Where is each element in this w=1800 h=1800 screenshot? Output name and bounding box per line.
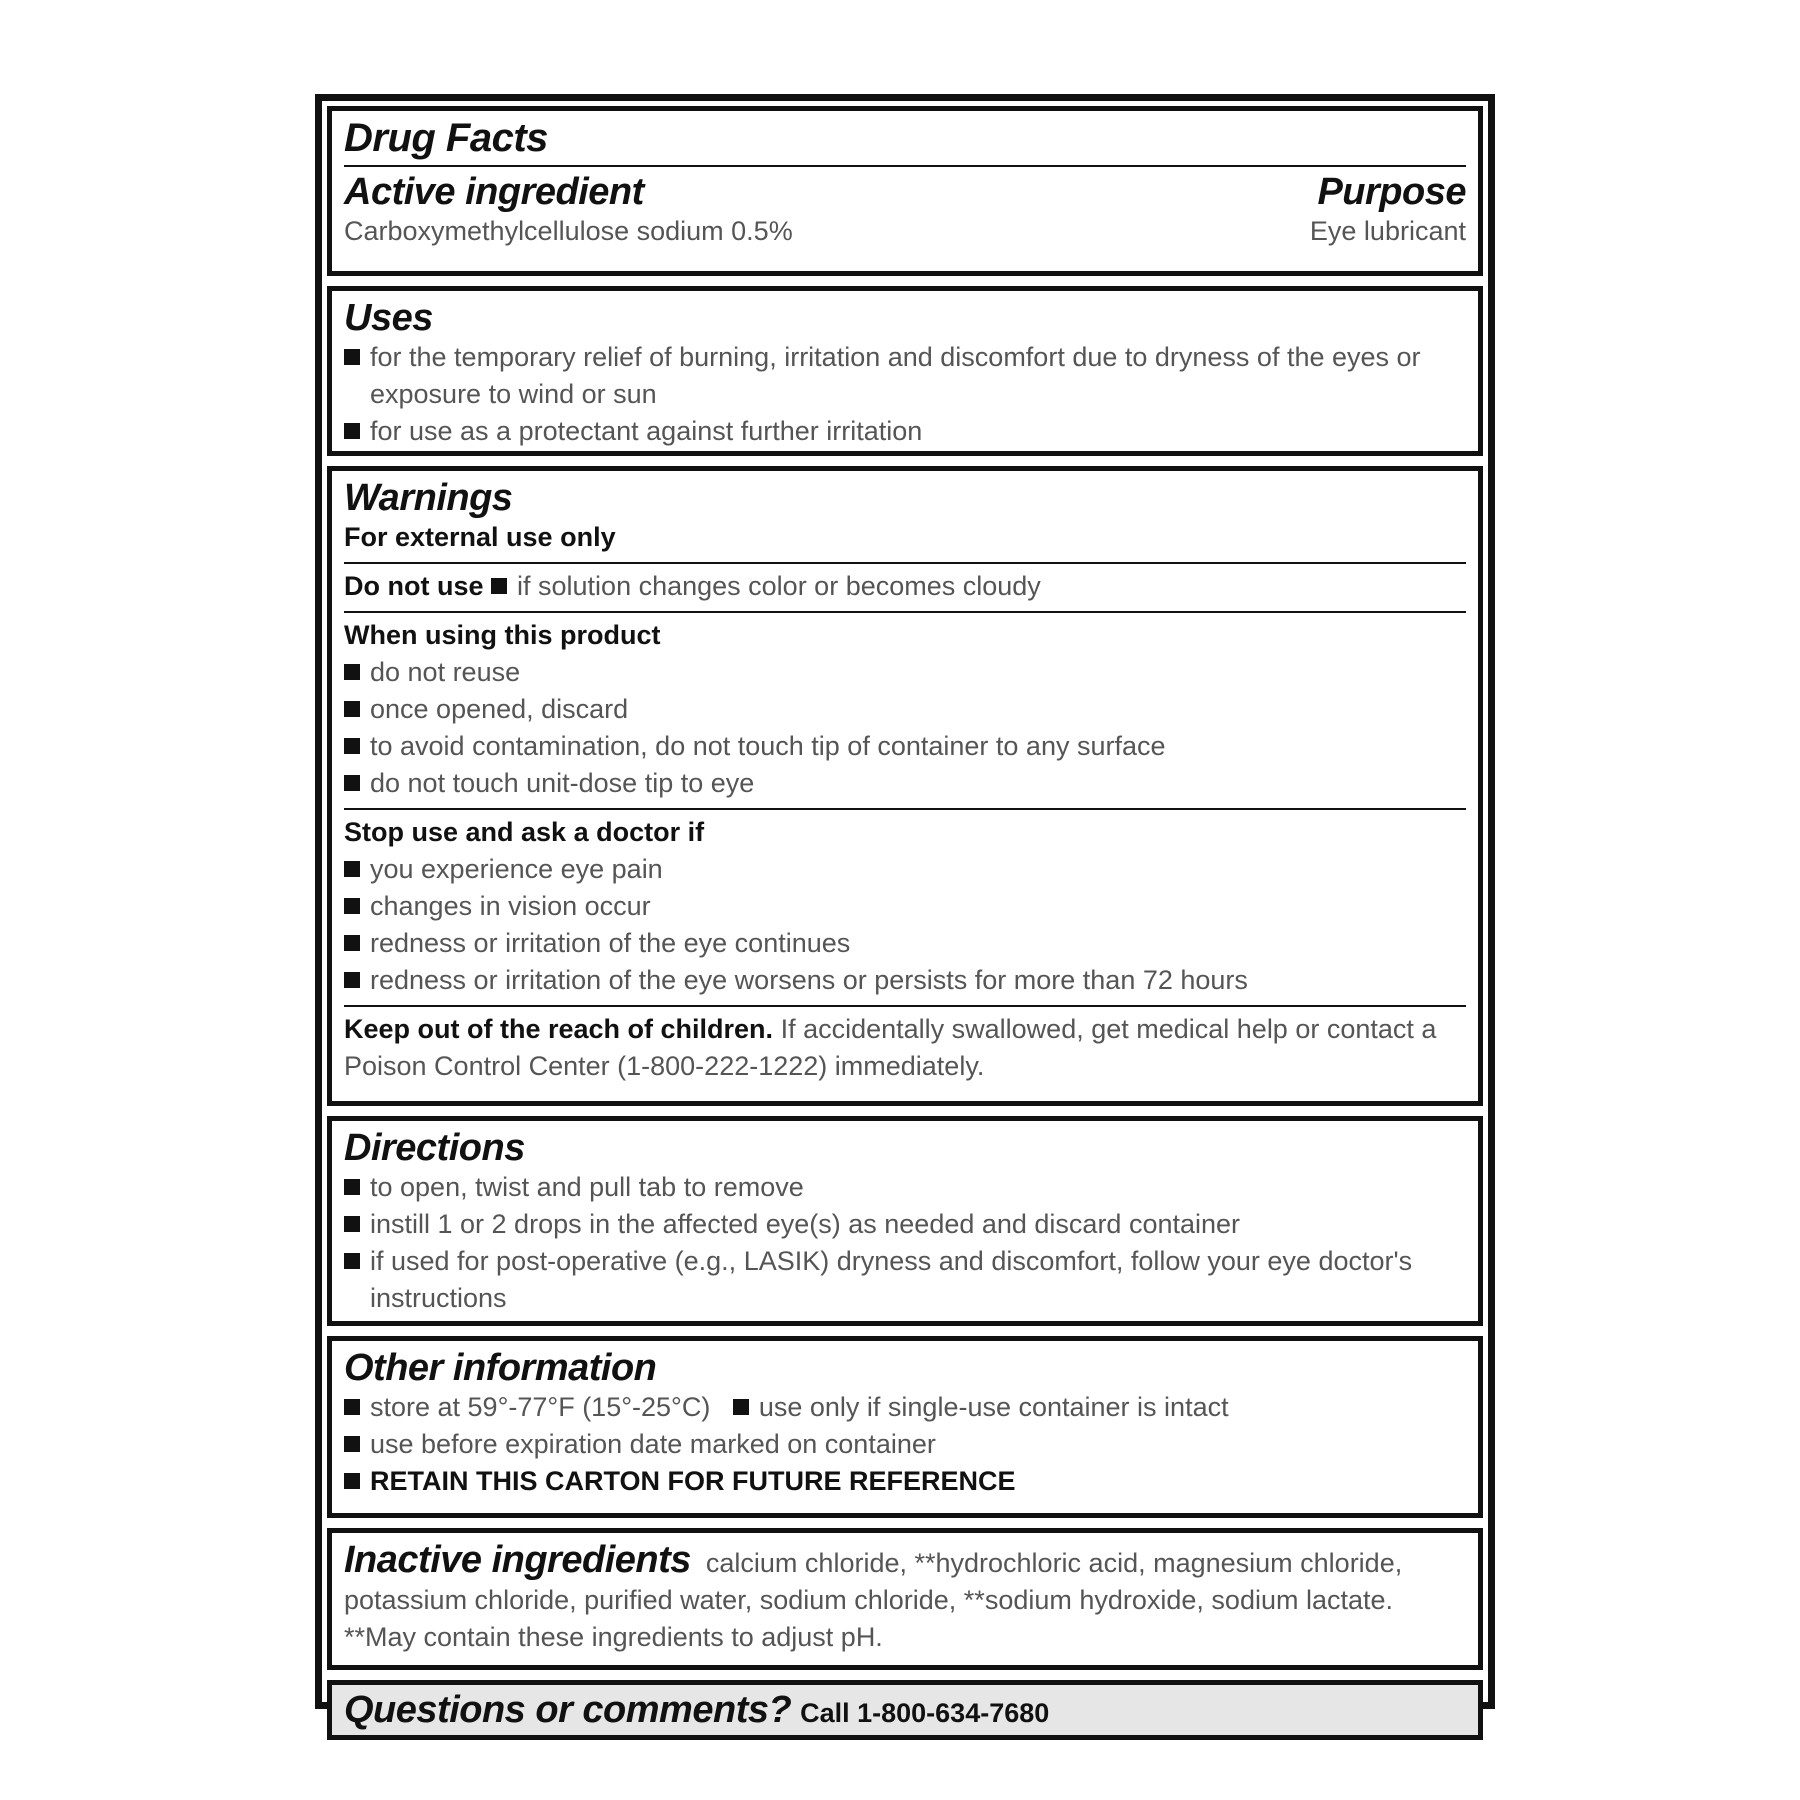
header-section xyxy=(327,106,1483,276)
active-ingredient-value-row xyxy=(344,213,1466,250)
divider xyxy=(344,808,1466,810)
divider xyxy=(344,562,1466,564)
when-using-item: to avoid contamination, do not touch tip of container to any surface xyxy=(344,728,1466,765)
other-information-section xyxy=(327,1336,1483,1518)
uses-heading: Uses xyxy=(344,297,433,339)
inactive-ingredients-section xyxy=(327,1528,1483,1670)
stop-use-item: redness or irritation of the eye worsens or persists for more than 72 hours xyxy=(344,962,1466,999)
other-info-line: store at 59°-77°F (15°-25°C) use only if single-use container is intact xyxy=(344,1389,1466,1426)
bullet-icon xyxy=(344,423,360,439)
questions-heading: Questions or comments? xyxy=(344,1689,792,1731)
when-using-item: once opened, discard xyxy=(344,691,1466,728)
warnings-section xyxy=(327,466,1483,1106)
stop-use-item: you experience eye pain xyxy=(344,851,1466,888)
bullet-icon xyxy=(344,775,360,791)
bullet-icon xyxy=(344,738,360,754)
stop-use-heading: Stop use and ask a doctor if xyxy=(344,817,705,847)
directions-item: to open, twist and pull tab to remove xyxy=(344,1169,1466,1206)
bullet-icon xyxy=(344,664,360,680)
directions-item: instill 1 or 2 drops in the affected eye(s) as needed and discard container xyxy=(344,1206,1466,1243)
questions-phone: Call 1-800-634-7680 xyxy=(800,1698,1050,1728)
bullet-icon xyxy=(344,861,360,877)
other-info-item: RETAIN THIS CARTON FOR FUTURE REFERENCE xyxy=(344,1463,1466,1500)
bullet-icon xyxy=(344,1399,360,1415)
uses-item: for the temporary relief of burning, irritation and discomfort due to dryness of the eyes or exposure to wind or sun xyxy=(344,339,1466,413)
divider xyxy=(344,165,1466,167)
when-using-item: do not touch unit-dose tip to eye xyxy=(344,765,1466,802)
directions-item: if used for post-operative (e.g., LASIK) dryness and discomfort, follow your eye doctor's instructions xyxy=(344,1243,1466,1317)
purpose-heading: Purpose xyxy=(1317,171,1466,213)
questions-line xyxy=(344,1689,1466,1732)
drug-facts-title: Drug Facts xyxy=(344,116,548,160)
uses-item: for use as a protectant against further irritation xyxy=(344,413,1466,450)
bullet-icon xyxy=(344,1253,360,1269)
bullet-icon xyxy=(733,1399,749,1415)
do-not-use-line: Do not use if solution changes color or becomes cloudy xyxy=(344,571,1041,601)
bullet-icon xyxy=(491,578,507,594)
other-info-item: use before expiration date marked on container xyxy=(344,1426,1466,1463)
active-ingredient-heading: Active ingredient xyxy=(344,171,644,213)
bullet-icon xyxy=(344,1436,360,1452)
bullet-icon xyxy=(344,898,360,914)
stop-use-item: redness or irritation of the eye continues xyxy=(344,925,1466,962)
inactive-ingredients-text: Inactive ingredients calcium chloride, **hydrochloric acid, magnesium chloride, potassium chloride, purified water, sodium chloride, **sodium hydroxide, sodium lactate. **May contain these ingredients to adjust pH. xyxy=(344,1539,1403,1652)
stop-use-item: changes in vision occur xyxy=(344,888,1466,925)
bullet-icon xyxy=(344,701,360,717)
other-information-heading: Other information xyxy=(344,1347,657,1389)
divider xyxy=(344,611,1466,613)
divider xyxy=(344,1005,1466,1007)
questions-section xyxy=(327,1680,1483,1740)
keep-out-text: Keep out of the reach of children. If accidentally swallowed, get medical help or contact a Poison Control Center (1-800-222-1222) immediately. xyxy=(344,1014,1437,1081)
bullet-icon xyxy=(344,935,360,951)
uses-section xyxy=(327,286,1483,456)
drug-facts-label xyxy=(315,94,1495,1731)
when-using-heading: When using this product xyxy=(344,620,661,650)
bullet-icon xyxy=(344,1216,360,1232)
warnings-heading: Warnings xyxy=(344,477,513,519)
external-use-text: For external use only xyxy=(344,522,616,552)
bullet-icon xyxy=(344,972,360,988)
active-ingredient-text: Carboxymethylcellulose sodium 0.5% xyxy=(344,216,793,246)
active-ingredient-row xyxy=(344,171,1466,213)
when-using-item: do not reuse xyxy=(344,654,1466,691)
directions-heading: Directions xyxy=(344,1127,525,1169)
directions-section xyxy=(327,1116,1483,1326)
inactive-ingredients-heading: Inactive ingredients xyxy=(344,1539,691,1581)
purpose-text: Eye lubricant xyxy=(1309,216,1466,246)
bullet-icon xyxy=(344,1473,360,1489)
bullet-icon xyxy=(344,349,360,365)
bullet-icon xyxy=(344,1179,360,1195)
